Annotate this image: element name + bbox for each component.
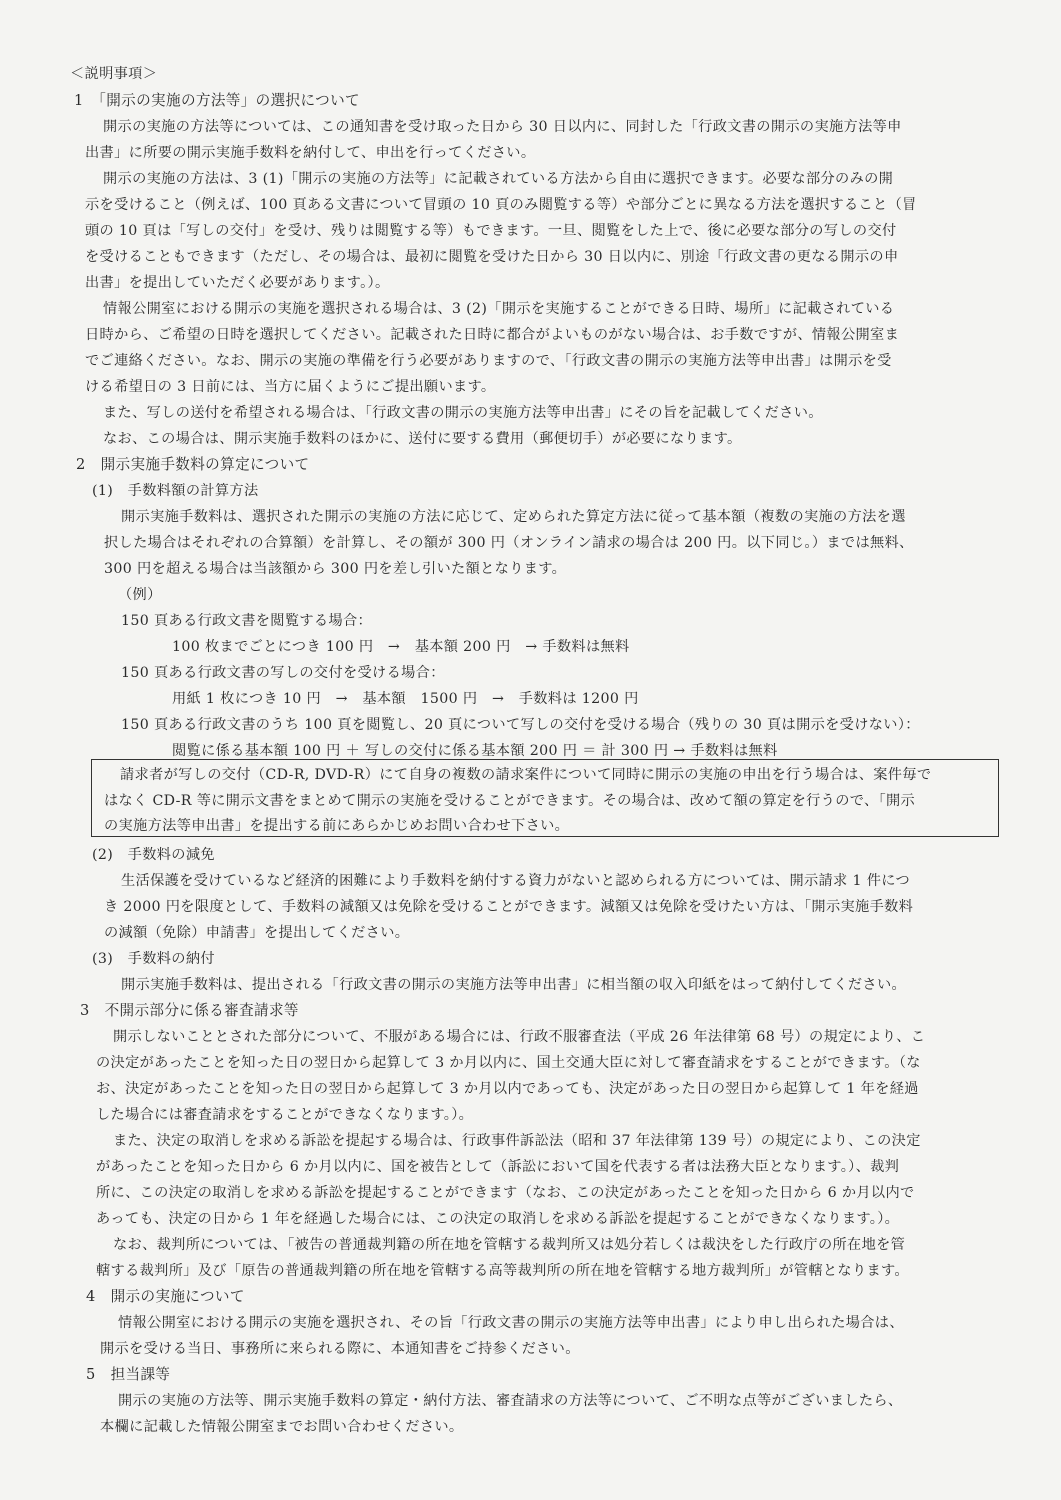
example-line: 100 枚までごとにつき 100 円 → 基本額 200 円 → 手数料は無料 [172,639,630,655]
section-3-paragraph-3-line: 轄する裁判所」及び「原告の普通裁判籍の所在地を管轄する高等裁判所の所在地を管轄する地方裁判所」が管轄となります。 [96,1263,909,1279]
section-1-paragraph-1-line: 開示の実施の方法等については、この通知書を受け取った日から 30 日以内に、同封した「行政文書の開示の実施方法等申 [103,119,902,135]
section-2-1-heading: (1) 手数料額の計算方法 [92,483,259,499]
section-2-2-paragraph-line: の減額（免除）申請書」を提出してください。 [104,925,410,941]
section-1-paragraph-3-line: でご連絡ください。なお、開示の実施の準備を行う必要がありますので、「行政文書の開示の実施方法等申出書」は開示を受 [85,353,892,369]
section-5-paragraph-line: 開示の実施の方法等、開示実施手数料の算定・納付方法、審査請求の方法等について、ご不明な点等がございましたら、 [118,1393,903,1409]
section-3-paragraph-2-line: あっても、決定の日から 1 年を経過した場合には、この決定の取消しを求める訴訟を提起することができなくなります。）。 [96,1211,900,1227]
section-4-paragraph-line: 開示を受ける当日、事務所に来られる際に、本通知書をご持参ください。 [100,1341,580,1357]
section-1-paragraph-2-line: 示を受けること（例えば、100 頁ある文書について冒頭の 10 頁のみ閲覧する等）や部分ごとに異なる方法を選択すること（冒 [85,197,917,213]
section-2-2-paragraph-line: 生活保護を受けているなど経済的困難により手数料を納付する資力がないと認められる方については、開示請求 1 件につ [121,873,911,889]
section-5-paragraph-line: 本欄に記載した情報公開室までお問い合わせください。 [100,1419,464,1435]
section-1-heading: 1 「開示の実施の方法等」の選択について [74,92,360,109]
example-line: 150 頁ある行政文書を閲覧する場合： [121,613,373,629]
section-2-1-paragraph-line: 開示実施手数料は、選択された開示の実施の方法に応じて、定められた算定方法に従って基本額（複数の実施の方法を選 [121,509,906,525]
section-3-paragraph-1-line: お、決定があったことを知った日の翌日から起算して 3 か月以内であっても、決定があった日の翌日から起算して 1 年を経過 [96,1081,919,1097]
section-1-paragraph-2-line: を受けることもできます（ただし、その場合は、最初に閲覧を受けた日から 30 日以内に、別途「行政文書の更なる開示の申 [85,249,899,265]
section-3-paragraph-2-line: があったことを知った日から 6 か月以内に、国を被告として（訴訟において国を代表する者は法務大臣となります。）、裁判 [96,1159,900,1175]
section-3-heading: 3 不開示部分に係る審査請求等 [80,1002,299,1019]
section-1-paragraph-2-line: 開示の実施の方法は、3 (1)「開示の実施の方法等」に記載されている方法から自由に選択できます。必要な部分のみの開 [103,171,894,187]
section-3-paragraph-2-line: 所に、この決定の取消しを求める訴訟を提起することができます（なお、この決定があったことを知った日から 6 か月以内で [96,1185,915,1201]
section-1-paragraph-3-line: 情報公開室における開示の実施を選択される場合は、3 (2)「開示を実施することができる日時、場所」に記載されている [103,301,895,317]
section-1-paragraph-2-line: 頭の 10 頁は「写しの交付」を受け、残りは閲覧する等）もできます。一旦、閲覧をした上で、後に必要な部分の写しの交付 [85,223,897,239]
section-5-heading: 5 担当課等 [86,1366,171,1383]
example-line: 用紙 1 枚につき 10 円 → 基本額 1500 円 → 手数料は 1200 円 [172,691,639,707]
example-line: 150 頁ある行政文書の写しの交付を受ける場合： [121,665,445,681]
example-line: 150 頁ある行政文書のうち 100 頁を閲覧し、20 頁について写しの交付を受ける場合（残りの 30 頁は開示を受けない）： [121,717,920,733]
notice-line: の実施方法等申出書」を提出する前にあらかじめお問い合わせ下さい。 [104,818,570,834]
section-1-paragraph-1-line: 出書」に所要の開示実施手数料を納付して、申出を行ってください。 [85,145,536,161]
section-1-paragraph-3-line: 日時から、ご希望の日時を選択してください。記載された日時に都合がよいものがない場合は、お手数ですが、情報公開室ま [85,327,900,343]
section-2-heading: 2 開示実施手数料の算定について [76,456,310,473]
section-3-paragraph-2-line: また、決定の取消しを求める訴訟を提起する場合は、行政事件訴訟法（昭和 37 年法律第 139 号）の規定により、この決定 [113,1133,921,1149]
section-1-paragraph-2-line: 出書」を提出していただく必要があります。）。 [85,275,390,291]
section-2-3-paragraph: 開示実施手数料は、提出される「行政文書の開示の実施方法等申出書」に相当額の収入印紙をはって納付してください。 [121,977,907,993]
notice-line: 請求者が写しの交付（CD-R, DVD-R）にて自身の複数の請求案件について同時に開示の実施の申出を行う場合は、案件毎で [120,767,932,783]
section-2-2-heading: (2) 手数料の減免 [92,847,215,863]
section-1-paragraph-3-line: ける希望日の 3 日前には、当方に届くようにご提出願います。 [85,379,496,395]
section-3-paragraph-1-line: 開示しないこととされた部分について、不服がある場合には、行政不服審査法（平成 26 年法律第 68 号）の規定により、こ [113,1029,926,1045]
section-3-paragraph-3-line: なお、裁判所については、「被告の普通裁判籍の所在地を管轄する裁判所又は処分若しくは裁決をした行政庁の所在地を管 [113,1237,906,1253]
example-line: 閲覧に係る基本額 100 円 ＋ 写しの交付に係る基本額 200 円 ＝ 計 300 円 → 手数料は無料 [172,743,778,759]
notice-line: はなく CD-R 等に開示文書をまとめて開示の実施を受けることができます。その場合は、改めて額の算定を行うので、「開示 [104,793,916,809]
section-1-paragraph-4: また、写しの送付を希望される場合は、「行政文書の開示の実施方法等申出書」にその旨を記載してください。 [103,405,823,421]
section-3-paragraph-1-line: した場合には審査請求をすることができなくなります。）。 [96,1107,474,1123]
example-label: （例） [118,587,162,603]
section-3-paragraph-1-line: の決定があったことを知った日の翌日から起算して 3 か月以内に、国土交通大臣に対して審査請求をすることができます。（な [96,1055,921,1071]
section-2-2-paragraph-line: き 2000 円を限度として、手数料の減額又は免除を受けることができます。減額又は免除を受けたい方は、「開示実施手数料 [104,899,914,915]
section-1-paragraph-5: なお、この場合は、開示実施手数料のほかに、送付に要する費用（郵便切手）が必要になります。 [103,431,742,447]
section-2-1-paragraph-line: 択した場合はそれぞれの合算額）を計算し、その額が 300 円（オンライン請求の場合は 200 円。以下同じ。）までは無料、 [104,535,914,551]
document-title: ＜説明事項＞ [70,66,158,82]
section-4-paragraph-line: 情報公開室における開示の実施を選択され、その旨「行政文書の開示の実施方法等申出書」により申し出られた場合は、 [118,1315,904,1331]
section-2-1-paragraph-line: 300 円を超える場合は当該額から 300 円を差し引いた額となります。 [104,561,567,577]
section-4-heading: 4 開示の実施について [86,1288,245,1305]
section-2-3-heading: (3) 手数料の納付 [92,951,215,967]
